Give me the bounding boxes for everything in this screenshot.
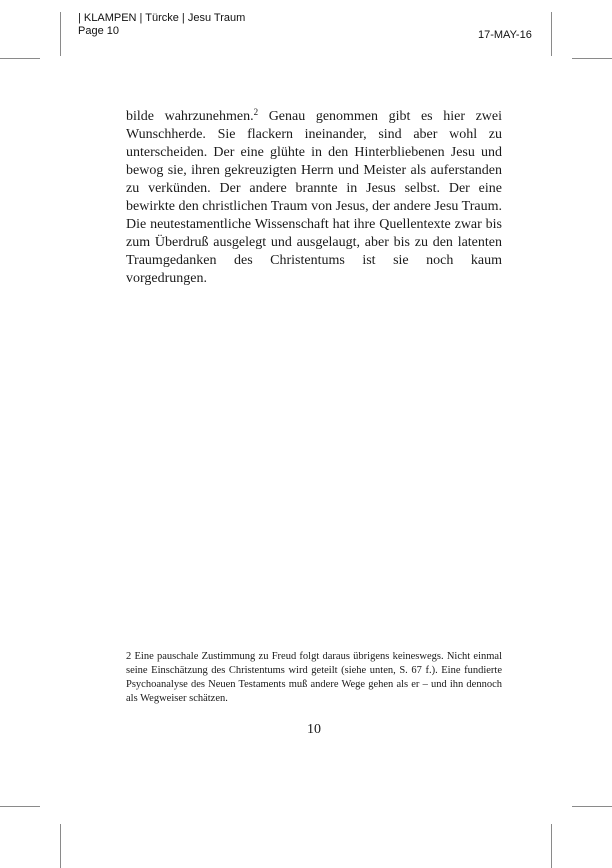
crop-mark-right-lower [572, 806, 612, 807]
footnote: 2 Eine pauschale Zustimmung zu Freud folgt daraus übrigens keineswegs. Nicht einmal seine Einschätzung des Christentums wird geteilt (siehe unten, S. 67 f.). Eine fundierte Psychoanalyse des Neuen Testaments muß andere Wege gehen als er – und ihn dennoch als Wegweiser schätzen. [126, 651, 502, 704]
crop-mark-left-lower [0, 806, 40, 807]
body-text-start: bilde wahrzunehmen. [126, 109, 254, 124]
crop-mark-bottom-right [551, 824, 552, 868]
body-text-rest: Genau genommen gibt es hier zwei Wunschherde. Sie flackern ineinander, sind aber wohl zu unterscheiden. Der eine glühte in den Hinterbliebenen Jesu und bewog sie, ihren gekreuzigten Herrn und Meister als auferstanden zu verkünden. Der andere brannte in Jesus selbst. Der eine bewirkte den christlichen Traum von Jesus, der andere Jesu Traum. Die neutestamentliche Wissenschaft hat ihre Quellentexte zwar bis zum Überdruß ausgelegt und ausgelaugt, aber bis zu den latenten Traumgedanken des Christentums ist sie noch kaum vorgedrungen. [126, 109, 502, 286]
slug-title: | KLAMPEN | Türcke | Jesu Traum [78, 12, 246, 24]
crop-mark-top-right [551, 12, 552, 56]
page-number: 10 [307, 722, 321, 737]
crop-mark-left-upper [0, 58, 40, 59]
crop-mark-bottom-left [60, 824, 61, 868]
slug-page: Page 10 [78, 25, 119, 37]
slug-date: 17-MAY-16 [478, 29, 532, 41]
print-slug [78, 12, 245, 38]
crop-mark-right-upper [572, 58, 612, 59]
footnote-reference[interactable]: 2 [253, 107, 259, 117]
crop-mark-top-left [60, 12, 61, 56]
body-paragraph [126, 108, 502, 288]
